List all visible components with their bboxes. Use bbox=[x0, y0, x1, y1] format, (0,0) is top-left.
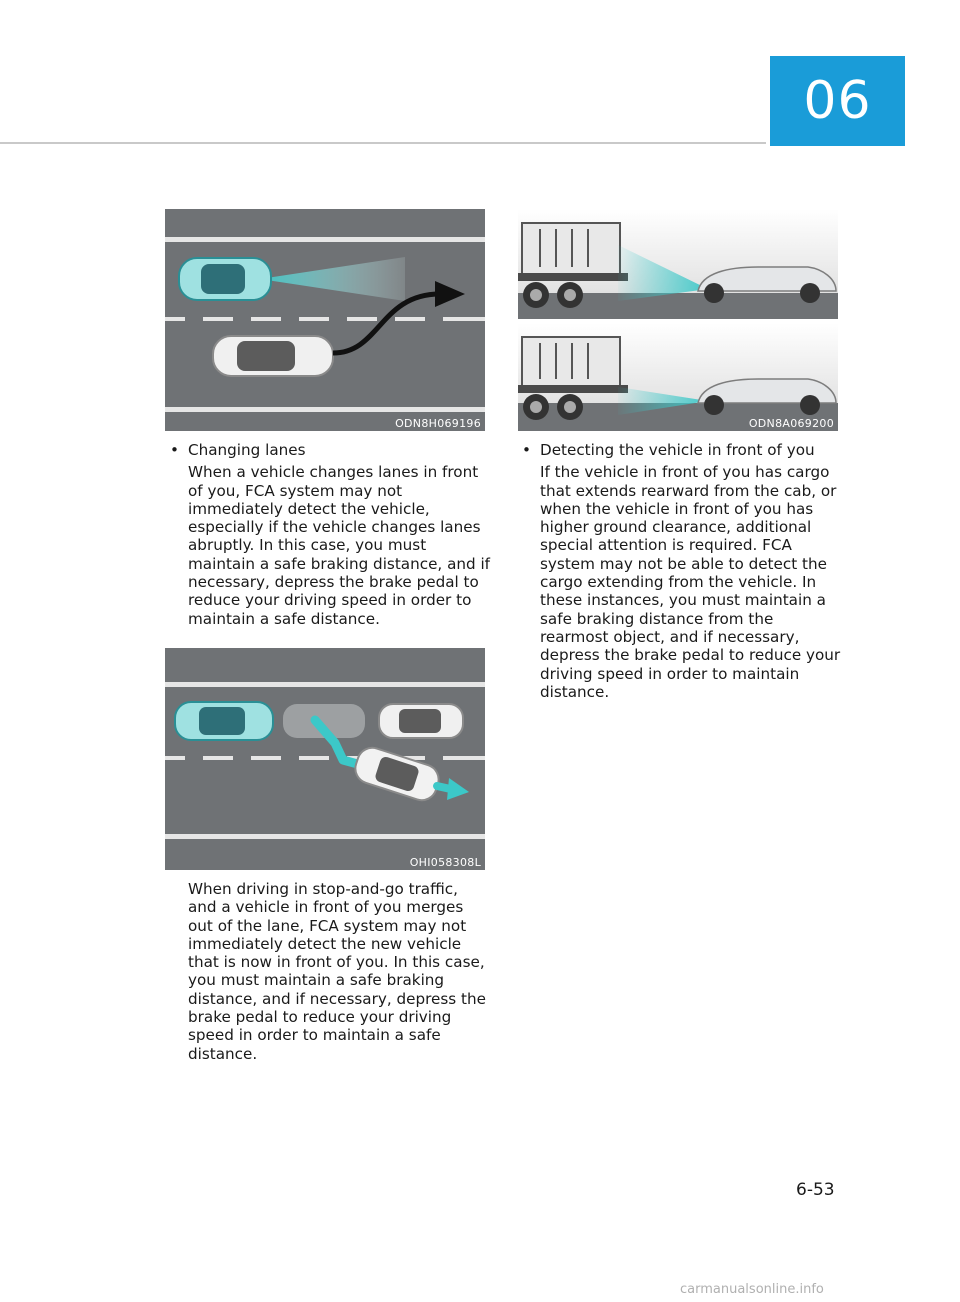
bullet-body: When a vehicle changes lanes in front of you, FCA system may not immediately detect the vehicle, especially if the vehicle changes lanes abruptly. In this case, you must maintain a safe braking distance, and if necessary, depress the brake pedal to reduce your driving speed in order to maintain a safe distance. bbox=[188, 463, 491, 628]
figure-changing-lanes bbox=[165, 209, 485, 431]
section-detecting-vehicle bbox=[518, 441, 843, 701]
figure-code: ODN8H069196 bbox=[395, 417, 481, 430]
bullet-title: • Changing lanes bbox=[166, 441, 491, 459]
figure-code: ODN8A069200 bbox=[748, 417, 834, 430]
bullet-body: If the vehicle in front of you has cargo that extends rearward from the cab, or when the vehicle in front of you has higher ground clearance, additional special attention is required. FCA system may not be able to detect the cargo extending from the vehicle. In these instances, you must maintain a safe braking distance from the rearmost object, and if necessary, depress the brake pedal to reduce your driving speed in order to maintain distance. bbox=[540, 463, 841, 701]
figure-code: OHI058308L bbox=[409, 856, 481, 869]
page-number: 6-53 bbox=[796, 1180, 835, 1200]
truck-cargo-illustration bbox=[518, 209, 838, 431]
figure-truck-cargo bbox=[518, 209, 838, 431]
paragraph-body: When driving in stop-and-go traffic, and a vehicle in front of you merges out of the lane, FCA system may not immediately detect the new vehicle that is now in front of you. In this case, you must maintain a safe braking distance, and if necessary, depress the brake pedal to reduce your driving speed in order to maintain a safe distance. bbox=[188, 880, 486, 1063]
header-rule bbox=[0, 142, 766, 144]
section-changing-lanes bbox=[166, 441, 491, 628]
changing-lanes-illustration bbox=[165, 209, 485, 431]
watermark: carmanualsonline.info bbox=[680, 1282, 824, 1297]
bullet-title: • Detecting the vehicle in front of you bbox=[518, 441, 843, 459]
section-stop-and-go bbox=[166, 880, 491, 1063]
stop-and-go-illustration bbox=[165, 648, 485, 870]
figure-stop-and-go bbox=[165, 648, 485, 870]
chapter-tab: 06 bbox=[770, 56, 905, 146]
